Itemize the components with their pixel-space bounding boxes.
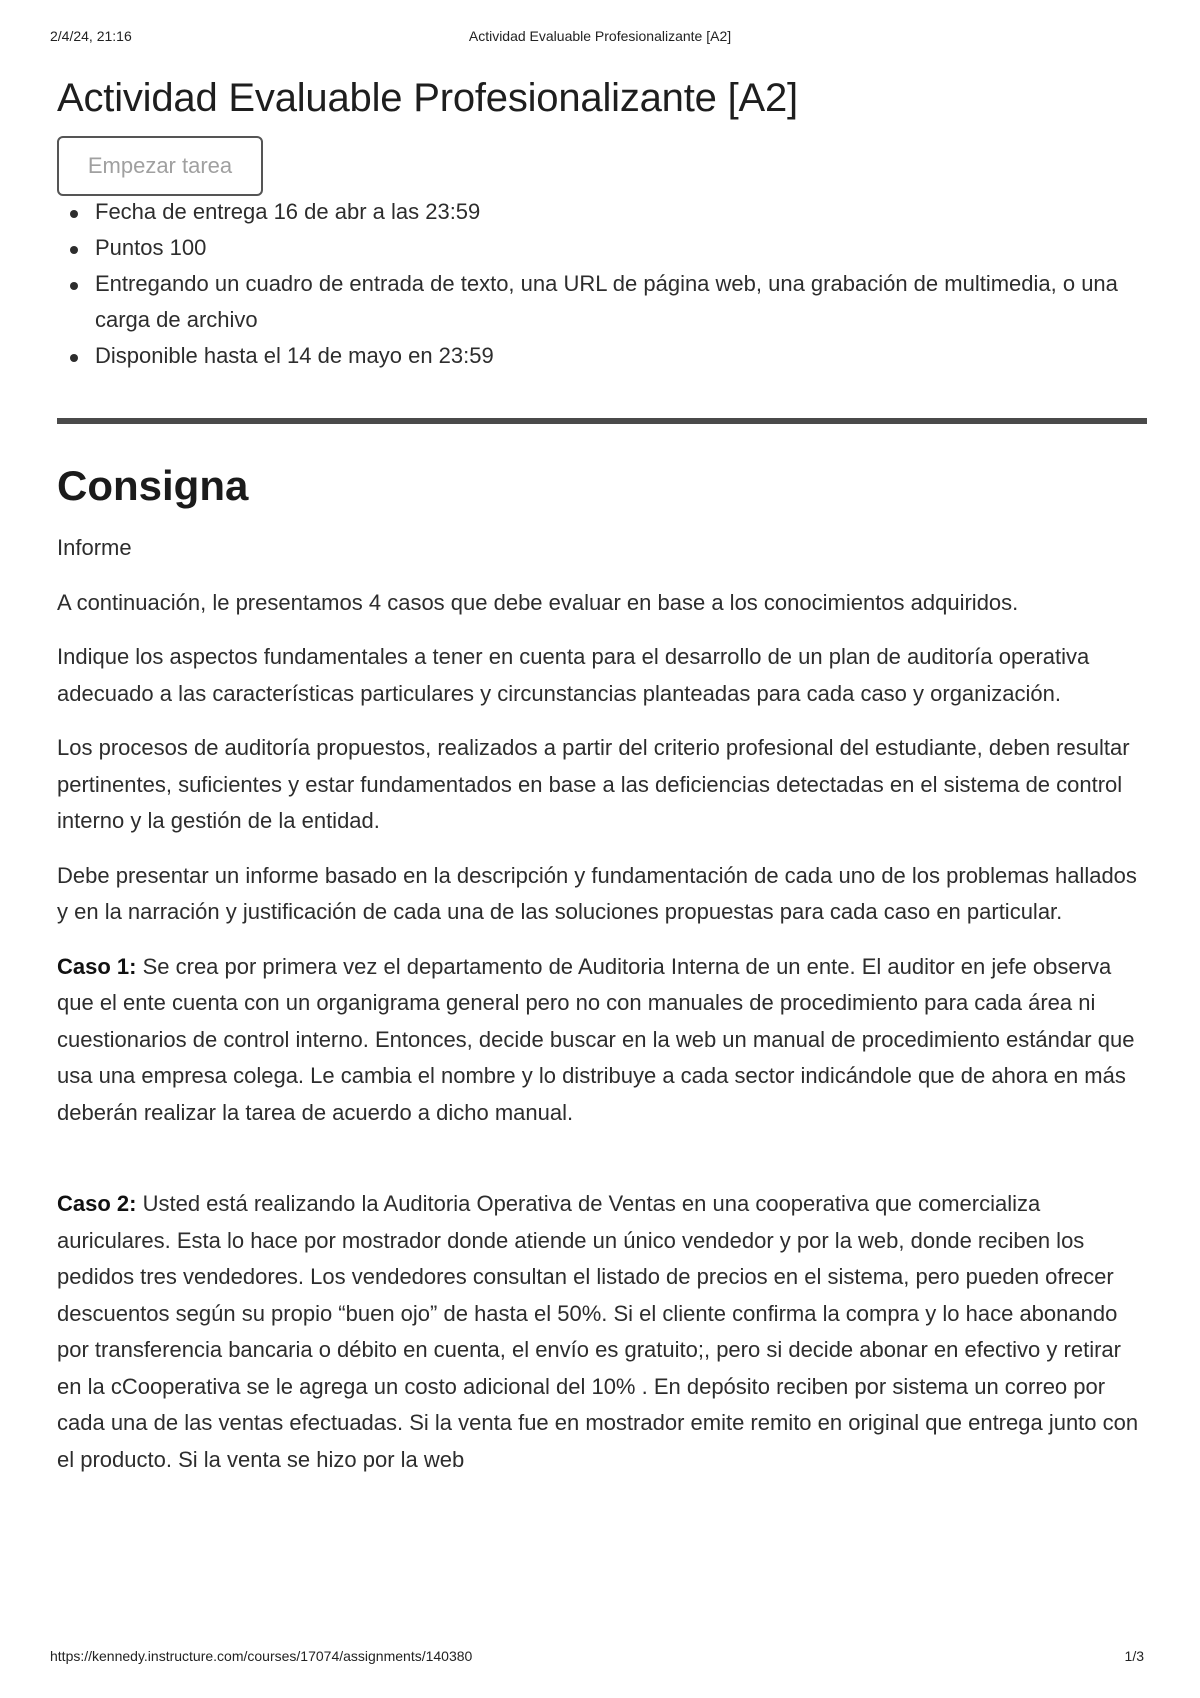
consigna-heading: Consigna — [57, 462, 249, 509]
case-2-label: Caso 2: — [57, 1191, 137, 1216]
print-datetime: 2/4/24, 21:16 — [50, 28, 132, 44]
case-1-text: Se crea por primera vez el departamento de Auditoria Interna de un ente. El auditor en jefe observa que el ente cuenta con un organigrama general pero no con manuales de procedimiento para cada área ni cuestionarios de control interno. Entonces, decide buscar en la web un manual de procedimiento estándar que usa una empresa colega. Le cambia el nombre y lo distribuye a cada sector indicándole que de ahora en más deberán realizar la tarea de acuerdo a dicho manual. — [57, 953, 1135, 1125]
page-url: https://kennedy.instructure.com/courses/17074/assignments/140380 — [50, 1648, 473, 1664]
consigna-body — [57, 530, 1147, 1478]
section-divider — [57, 418, 1147, 424]
detail-due-date: Fecha de entrega 16 de abr a las 23:59 — [57, 194, 1147, 230]
paragraph: Los procesos de auditoría propuestos, realizados a partir del criterio profesional del estudiante, deben resultar pertinentes, suficientes y estar fundamentados en base a las deficiencias detectadas en el sistema de control interno y la gestión de la entidad. — [57, 735, 1130, 833]
case-1-label: Caso 1: — [57, 953, 137, 979]
page-number: 1/3 — [1124, 1648, 1144, 1664]
informe-label: Informe — [57, 535, 132, 560]
print-header-title: Actividad Evaluable Profesionalizante [A2] — [468, 28, 732, 44]
bullet-icon — [70, 282, 78, 290]
paragraph: A continuación, le presentamos 4 casos que debe evaluar en base a los conocimientos adquiridos. — [57, 589, 1019, 615]
paragraph: Indique los aspectos fundamentales a tener en cuenta para el desarrollo de un plan de auditoría operativa adecuado a las características particulares y circunstancias planteadas para cada caso y organización. — [57, 644, 1090, 706]
paragraph: Debe presentar un informe basado en la descripción y fundamentación de cada uno de los problemas hallados y en la narración y justificación de cada una de las soluciones propuestas para cada caso en particular. — [57, 862, 1137, 924]
bullet-icon — [70, 210, 78, 218]
assignment-content — [57, 72, 1147, 1478]
page-title: Actividad Evaluable Profesionalizante [A2] — [57, 76, 798, 120]
print-footer — [50, 1648, 1150, 1668]
assignment-details-list — [57, 194, 1147, 374]
bullet-icon — [70, 354, 78, 362]
case-1-paragraph — [57, 949, 1147, 1132]
detail-available-until: Disponible hasta el 14 de mayo en 23:59 — [57, 338, 1147, 374]
bullet-icon — [70, 246, 78, 254]
print-header — [50, 28, 1150, 48]
detail-points: Puntos 100 — [57, 230, 1147, 266]
start-assignment-button[interactable]: Empezar tarea — [57, 136, 263, 196]
case-2-paragraph — [57, 1186, 1147, 1478]
detail-submission-types: Entregando un cuadro de entrada de texto, una URL de página web, una grabación de multimedia, o una carga de archivo — [57, 266, 1147, 338]
case-2-text: Usted está realizando la Auditoria Operativa de Ventas en una cooperativa que comercializa auriculares. Esta lo hace por mostrador donde atiende un único vendedor y por la web, donde reciben los pedidos tres vendedores. Los vendedores consultan el listado de precios en el sistema, pero pueden ofrecer descuentos según su propio “buen ojo” de hasta el 50%. Si el cliente confirma la compra y lo hace abonando por transferencia bancaria o débito en cuenta, el envío es gratuito;, pero si decide abonar en efectivo y retirar en la cCooperativa se le agrega un costo adicional del 10% . En depósito reciben por sistema un correo por cada una de las ventas efectuadas. Si la venta fue en mostrador emite remito en original que entrega junto con el producto. Si la venta se hizo por la web — [57, 1191, 1139, 1472]
